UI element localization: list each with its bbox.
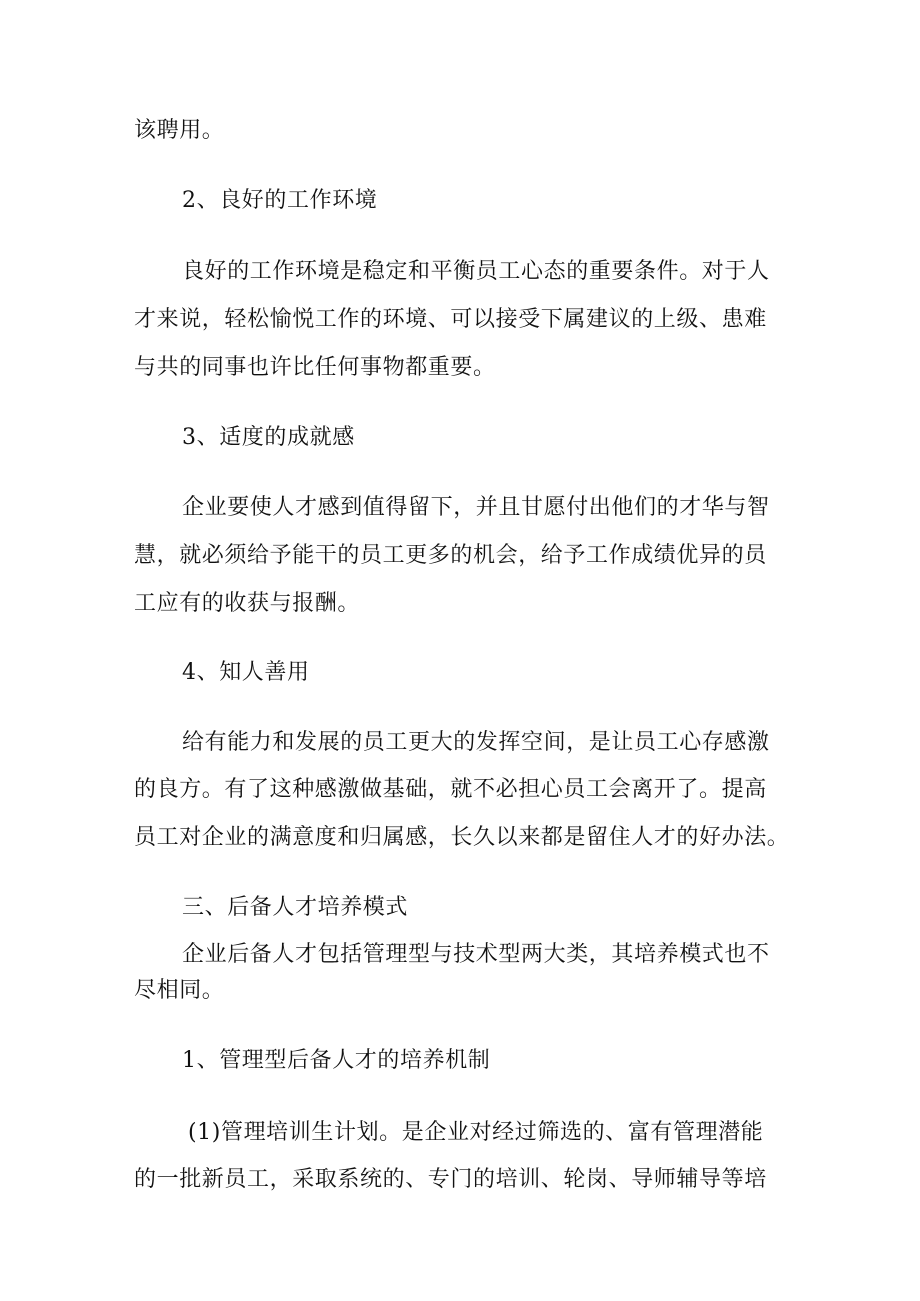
- paragraph-line: 给有能力和发展的员工更大的发挥空间，是让员工心存感激: [182, 730, 770, 755]
- paragraph-line: 企业要使人才感到值得留下，并且甘愿付出他们的才华与智: [182, 495, 770, 520]
- paragraph-line: 尽相同。: [134, 978, 225, 1003]
- paragraph-line: 该聘用。: [134, 118, 225, 143]
- paragraph-line: 良好的工作环境是稳定和平衡员工心态的重要条件。对于人: [182, 259, 770, 284]
- paragraph-line: (1)管理培训生计划。是企业对经过筛选的、富有管理潜能: [188, 1120, 764, 1145]
- paragraph-line: 与共的同事也许比任何事物都重要。: [134, 355, 496, 380]
- paragraph-line: 的一批新员工，采取系统的、专门的培训、轮岗、导师辅导等培: [134, 1167, 767, 1192]
- section-heading: 2、良好的工作环境: [182, 188, 378, 213]
- paragraph-line: 员工对企业的满意度和归属感，长久以来都是留住人才的好办法。: [134, 825, 790, 850]
- paragraph-line: 企业后备人才包括管理型与技术型两大类，其培养模式也不: [182, 942, 770, 967]
- paragraph-line: 工应有的收获与报酬。: [134, 591, 361, 616]
- section-heading: 三、后备人才培养模式: [182, 895, 409, 920]
- paragraph-line: 慧，就必须给予能干的员工更多的机会，给予工作成绩优异的员: [134, 543, 767, 568]
- section-heading: 3、适度的成就感: [182, 425, 355, 450]
- section-heading: 1、管理型后备人才的培养机制: [182, 1048, 491, 1073]
- section-heading: 4、知人善用: [182, 660, 310, 685]
- paragraph-line: 的良方。有了这种感激做基础，就不必担心员工会离开了。提高: [134, 777, 767, 802]
- paragraph-line: 才来说，轻松愉悦工作的环境、可以接受下属建议的上级、患难: [134, 307, 767, 332]
